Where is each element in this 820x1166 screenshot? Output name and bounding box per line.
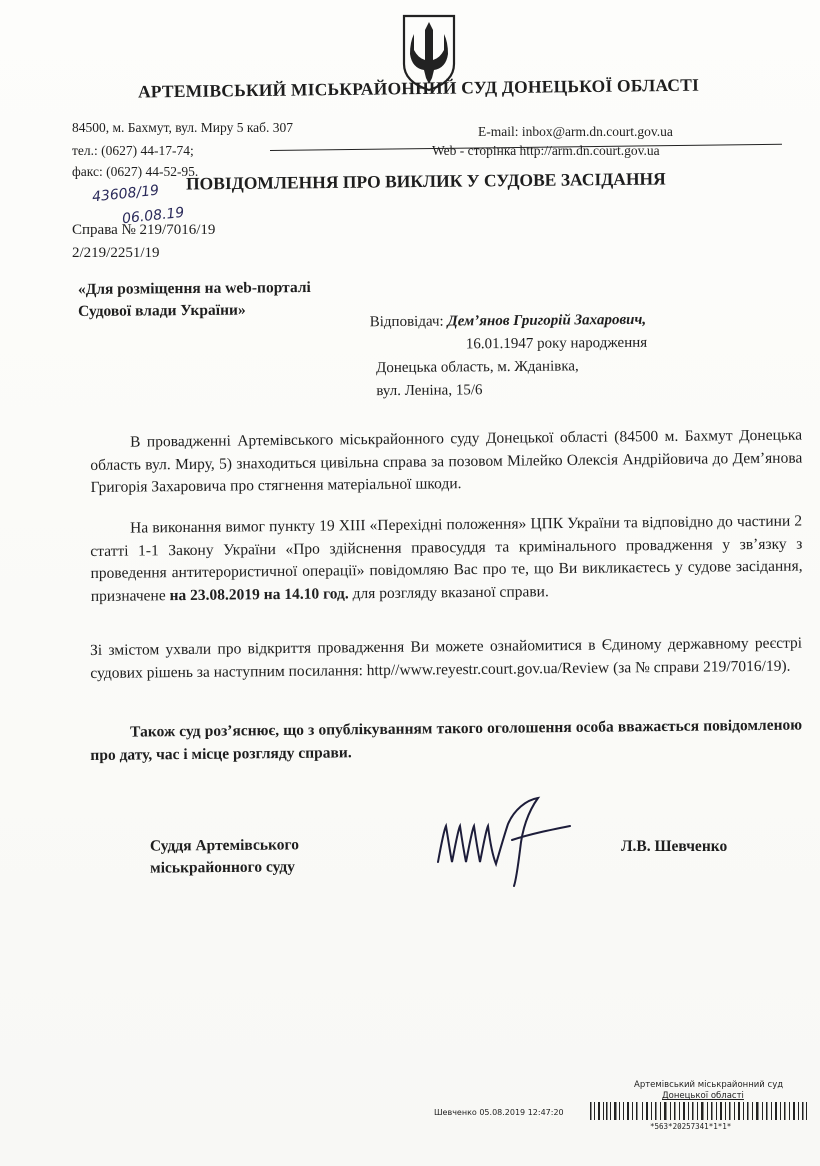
summons-text-end: для розгляду вказаної справи. — [348, 582, 549, 602]
judge-title-line: Суддя Артемівського — [149, 836, 299, 855]
paragraph-registry: Зі змістом ухвали про відкриття провадження Ви можете ознайомитися в Єдиному державному реєстрі судових рішень за наступним посилання: http//www.reyestr.court.gov.ua/Review (за № справи 219/7016/19). — [90, 634, 803, 682]
barcode-number: *563*20257341*1*1* — [650, 1122, 732, 1131]
respondent-name: Дем’янов Григорій Захарович, — [447, 311, 647, 330]
hearing-datetime: на 23.08.2019 на 14.10 год. — [169, 584, 349, 604]
stamp-meta: Шевченко 05.08.2019 12:47:20 — [434, 1108, 564, 1117]
respondent-name-line — [370, 309, 647, 334]
web-portal-line: «Для розміщення на web-порталі — [77, 278, 311, 299]
court-email: E-mail: inbox@arm.dn.court.gov.ua — [478, 124, 673, 139]
stamp-court — [634, 1080, 783, 1102]
stamp-court-line: Донецької області — [662, 1091, 744, 1101]
handwritten-reg-date: 06.08.19 — [121, 204, 186, 228]
court-address: 84500, м. Бахмут, вул. Миру 5 каб. 307 — [72, 120, 294, 135]
web-portal-note — [78, 277, 311, 323]
judge-title — [150, 834, 299, 879]
respondent-street: вул. Леніна, 15/6 — [376, 382, 483, 400]
court-phone: тел.: (0627) 44-17-74; — [72, 143, 194, 158]
court-name: АРТЕМІВСЬКИЙ МІСЬКРАЙОННИЙ СУД ДОНЕЦЬКОЇ ОБЛАСТІ — [137, 74, 700, 102]
paragraph-case-info: В провадженні Артемівського міськрайонного суду Донецької області (84500 м. Бахмут Донецька область вул. Миру, 5) знаходиться цивільна справа за позовом Мілейко Олексія Андрійовича до Дем’янова Григорія Захаровича про стягнення матеріальної шкоди. — [90, 426, 803, 496]
respondent-block — [370, 309, 648, 403]
court-website: Web - сторінка http://arm.dn.court.gov.ua — [432, 143, 660, 158]
handwritten-reg-number: 43608/19 — [91, 182, 160, 206]
summons-text: На виконання вимог пункту 19 XIII «Перехідні положення» ЦПК України та відповідно до частини 2 статті 1-1 Закону України «Про здійснення правосуддя та кримінального провадження у зв’язку з проведення антитерористичної операції» повідомляю Вас про те, що Ви викликаєтесь у судове засідання, призначене — [90, 512, 803, 605]
case-number: Справа № 219/7016/19 — [72, 222, 216, 238]
stamp-court-line: Артемівський міськрайонний суд — [634, 1080, 784, 1090]
judge-title-line: міськрайонного суду — [150, 858, 296, 877]
case-proceeding-number: 2/219/2251/19 — [72, 245, 160, 261]
barcode-icon — [590, 1102, 808, 1120]
web-portal-line: Судової влади України» — [78, 301, 246, 321]
respondent-label: Відповідач: — [369, 313, 448, 331]
paragraph-summons — [90, 511, 803, 608]
court-fax: факс: (0627) 44-52-95. — [72, 164, 199, 179]
respondent-region: Донецька область, м. Жданівка, — [376, 358, 579, 377]
handwritten-signature-icon — [430, 790, 600, 890]
paragraph-clarification: Також суд роз’яснює, що з опублікуванням такого оголошення особа вважається повідомленою про дату, час і місце розгляду справи. — [90, 716, 803, 764]
judge-name: Л.В. Шевченко — [621, 838, 728, 855]
respondent-birth: 16.01.1947 року народження — [465, 334, 648, 353]
notice-title: ПОВІДОМЛЕННЯ ПРО ВИКЛИК У СУДОВЕ ЗАСІДАННЯ — [185, 168, 666, 194]
